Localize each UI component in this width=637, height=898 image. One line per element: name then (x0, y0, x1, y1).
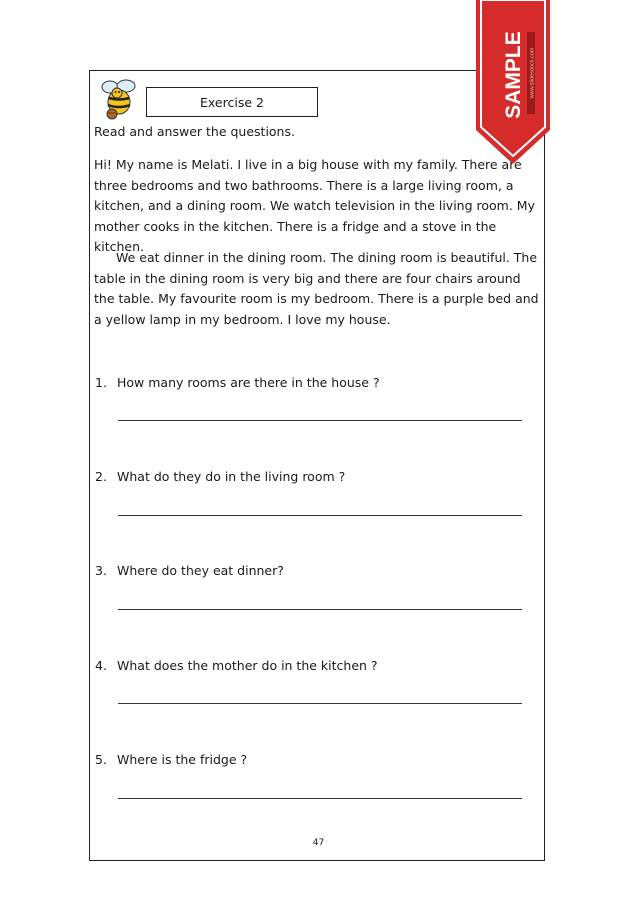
sample-watermark-ribbon (472, 0, 554, 166)
question-item (95, 563, 284, 578)
question-text: What does the mother do in the kitchen ? (117, 658, 378, 673)
question-item (95, 752, 247, 767)
passage-paragraph: Hi! My name is Melati. I live in a big house with my family. There are three bedrooms and two bathrooms. There is a large living room, a kitchen, and a dining room. We watch television in the living room. My mother cooks in the kitchen. There is a fridge and a stove in the kitchen. (94, 157, 535, 254)
question-number: 2. (95, 469, 107, 484)
question-number: 5. (95, 752, 107, 767)
answer-line[interactable] (118, 609, 522, 610)
answer-line[interactable] (118, 515, 522, 516)
question-number: 4. (95, 658, 107, 673)
question-text: Where do they eat dinner? (117, 563, 284, 578)
page-number: 47 (312, 838, 325, 848)
answer-line[interactable] (118, 703, 522, 704)
question-item (95, 469, 345, 484)
question-number: 1. (95, 375, 107, 390)
passage-paragraph: We eat dinner in the dining room. The dining room is beautiful. The table in the dining room is very big and there are four chairs around the table. My favourite room is my bedroom. There is a purple bed and a yellow lamp in my bedroom. I love my house. (94, 250, 539, 327)
watermark-sublabel: www.slidesdocs.com (529, 47, 536, 99)
answer-line[interactable] (118, 798, 522, 799)
question-number: 3. (95, 563, 107, 578)
question-text: How many rooms are there in the house ? (117, 375, 380, 390)
instruction-text: Read and answer the questions. (94, 124, 295, 139)
question-text: Where is the fridge ? (117, 752, 248, 767)
exercise-title: Exercise 2 (146, 87, 318, 117)
answer-line[interactable] (118, 420, 522, 421)
question-item (95, 375, 380, 390)
question-text: What do they do in the living room ? (117, 469, 346, 484)
watermark-label: SAMPLE (502, 31, 525, 119)
question-item (95, 658, 378, 673)
bee-icon (97, 78, 139, 122)
